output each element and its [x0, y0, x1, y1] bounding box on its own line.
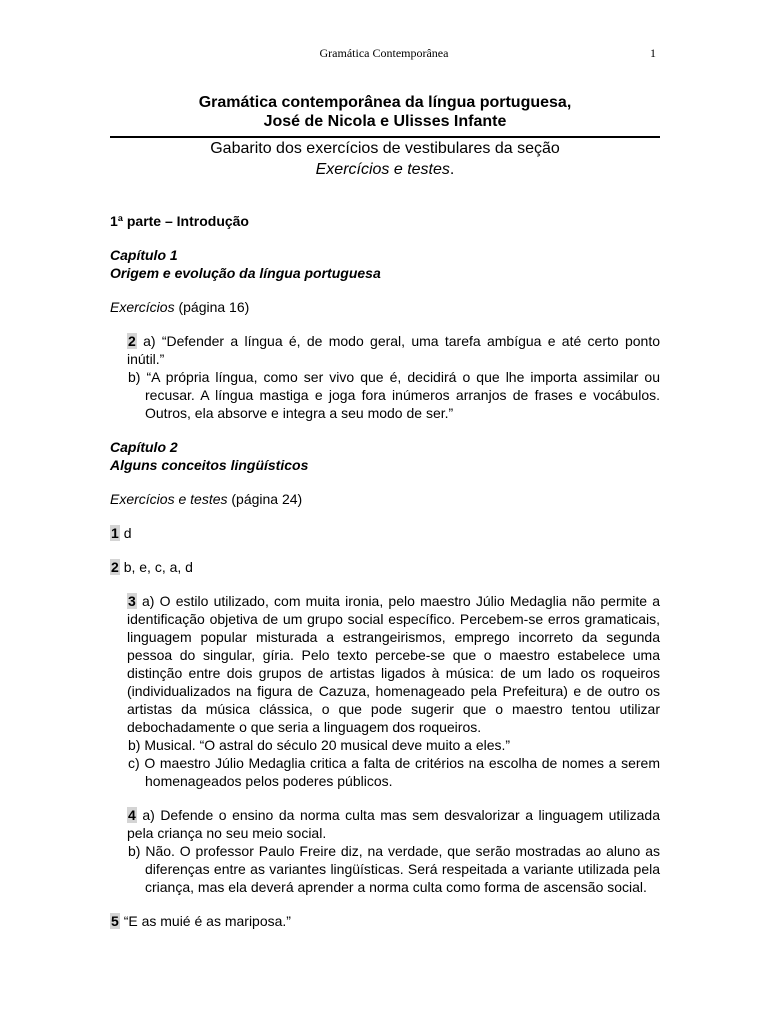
question-number: 2 — [128, 333, 136, 349]
chapter-2-question-4 — [110, 806, 660, 896]
subtitle-line1: Gabarito dos exercícios de vestibulares da seção — [210, 140, 560, 157]
subtitle-section-name: Exercícios e testes — [315, 161, 450, 178]
chapter-1-title: Origem e evolução da língua portuguesa — [110, 265, 381, 281]
chapter-2-section-label — [110, 490, 660, 508]
item-text: O estilo utilizado, com muita ironia, pelo maestro Júlio Medaglia não permite a identificação objetiva de um grupo social específico. Percebem-se erros gramaticais, linguagem popular misturada a estrangeirismos, emprego incorreto da segunda pessoa do singular, gíria. Pelo texto percebe-se que o maestro estabelece uma distinção entre dois grupos de artistas ligados à música: de um lado os roqueiros (individualizados na figura de Cazuza, homenageado pela Prefeitura) e de outro os artistas da música clássica, o que pode sugerir que o maestro tentou utilizar debochadamente o que seria a linguagem dos roqueiros. — [127, 593, 661, 735]
document-body — [110, 212, 660, 930]
item-text: “A própria língua, como ser vivo que é, decidirá o que lhe importa assimilar ou recusar. A língua mastiga e joga fora inúmeros arranjos de frases e vocábulos. Outros, ela absorve e integra a seu modo de ser.” — [145, 369, 661, 421]
book-authors: José de Nicola e Ulisses Infante — [263, 113, 507, 130]
answer-item — [110, 806, 660, 842]
chapter-1-section-name: Exercícios — [110, 299, 175, 315]
item-text: Não. O professor Paulo Freire diz, na verdade, que serão mostradas ao aluno as diferenças entre as variantes lingüísticas. Será respeitada a variante utilizada pela criança, mas ela deverá aprender a norma culta como forma de ascensão social. — [145, 843, 660, 895]
page-number: 1 — [650, 46, 656, 60]
question-number: 4 — [128, 807, 136, 823]
title-block — [110, 93, 660, 180]
chapter-1-section-label — [110, 298, 660, 316]
chapter-1-heading — [110, 246, 660, 282]
question-number: 1 — [111, 525, 119, 541]
subtitle-period: . — [449, 161, 455, 178]
answer-item — [110, 592, 660, 736]
chapter-2-section-page: (página 24) — [227, 491, 303, 507]
answer-text: b, e, c, a, d — [123, 559, 193, 575]
question-number: 3 — [128, 593, 136, 609]
item-letter: b) — [128, 843, 141, 859]
chapter-2-question-3 — [110, 592, 660, 790]
running-header — [0, 44, 768, 62]
chapter-2-label: Capítulo 2 — [110, 439, 178, 455]
chapter-2-title: Alguns conceitos lingüísticos — [110, 457, 309, 473]
chapter-2-heading — [110, 438, 660, 474]
item-letter: a) — [142, 807, 155, 823]
book-title: Gramática contemporânea da língua portuguesa, — [198, 94, 572, 111]
item-letter: b) — [128, 369, 141, 385]
answer-item — [110, 736, 660, 754]
answer-text: d — [123, 525, 132, 541]
answer-item — [110, 842, 660, 896]
item-text: Musical. “O astral do século 20 musical deve muito a eles.” — [144, 737, 511, 753]
item-text: “Defender a língua é, de modo geral, uma tarefa ambígua e até certo ponto inútil.” — [127, 333, 661, 367]
chapter-2-section-name: Exercícios e testes — [110, 491, 228, 507]
item-text: Defende o ensino da norma culta mas sem desvalorizar a linguagem utilizada pela criança no seu meio social. — [127, 807, 661, 841]
answer-text: “E as muié é as mariposa.” — [123, 913, 291, 929]
item-text: O maestro Júlio Medaglia critica a falta de critérios na escolha de nomes a serem homenageados pelos poderes públicos. — [144, 755, 661, 789]
part-heading: 1ª parte – Introdução — [110, 213, 249, 229]
question-number: 5 — [111, 913, 119, 929]
item-letter: c) — [128, 755, 140, 771]
item-letter: a) — [142, 593, 155, 609]
answer-item — [110, 368, 660, 422]
title-divider — [110, 136, 660, 138]
chapter-1-section-page: (página 16) — [174, 299, 250, 315]
answer-item — [110, 754, 660, 790]
chapter-2-question-1 — [110, 524, 660, 542]
chapter-2-question-2 — [110, 558, 660, 576]
question-number: 2 — [111, 559, 119, 575]
answer-item — [110, 332, 660, 368]
chapter-1-question-2 — [110, 332, 660, 422]
item-letter: a) — [143, 333, 156, 349]
item-letter: b) — [128, 737, 141, 753]
chapter-2-question-5 — [110, 912, 660, 930]
running-header-title: Gramática Contemporânea — [319, 46, 449, 60]
chapter-1-label: Capítulo 1 — [110, 247, 178, 263]
subtitle-line2 — [110, 160, 660, 180]
